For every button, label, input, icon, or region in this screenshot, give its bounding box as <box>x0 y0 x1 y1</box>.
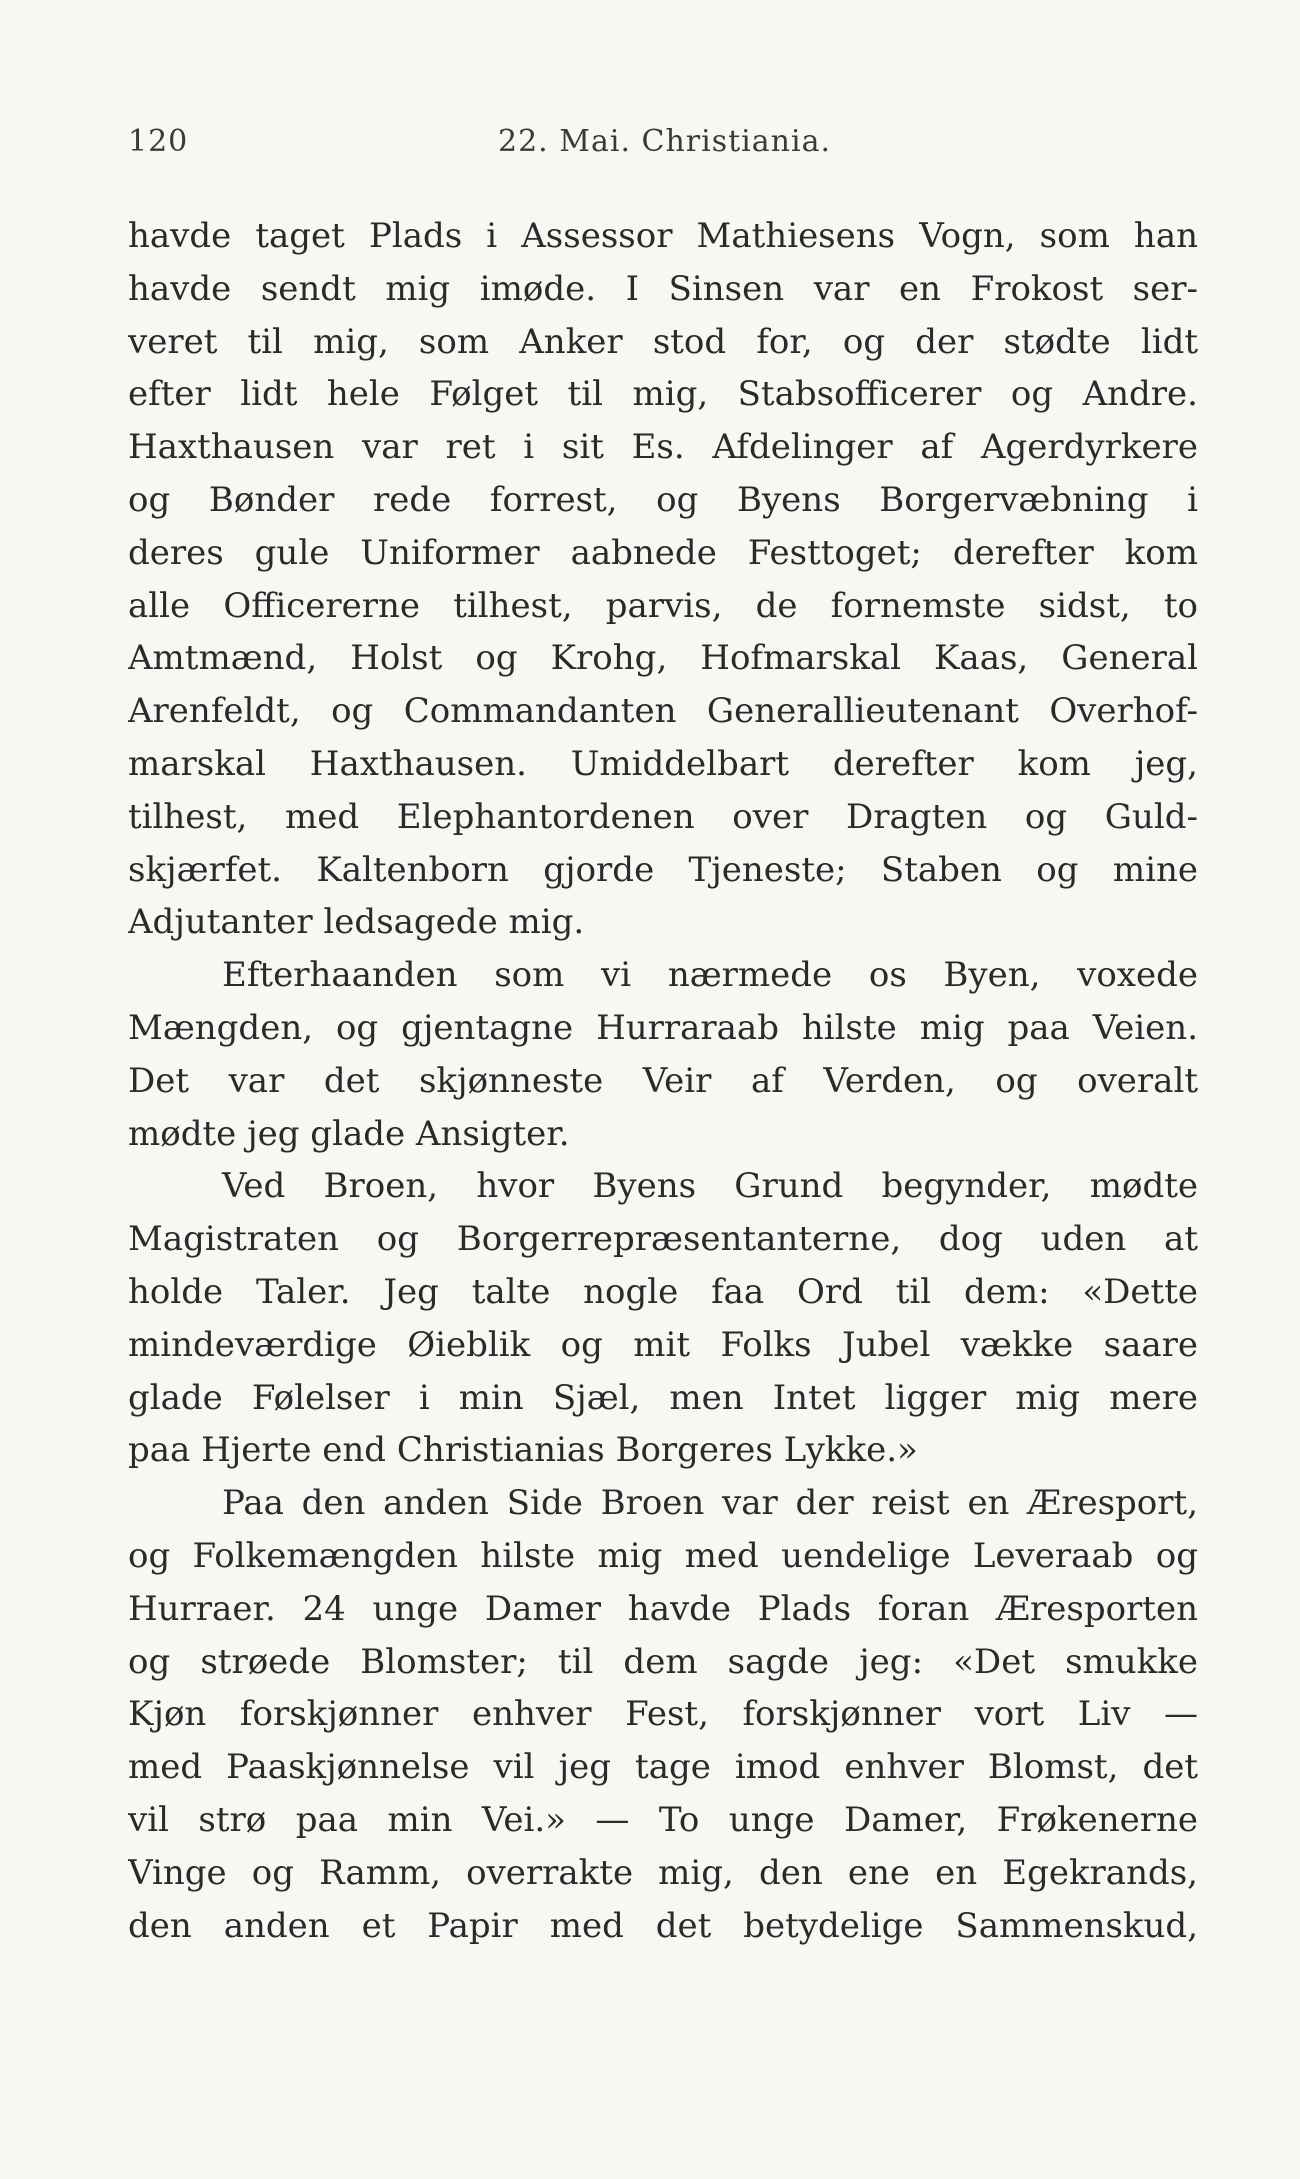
text-line: glade Følelser i min Sjæl, men Intet ligger mig mere <box>128 1377 1198 1418</box>
text-line: holde Taler. Jeg talte nogle faa Ord til dem: «Dette <box>128 1271 1198 1312</box>
text-line: med Paaskjønnelse vil jeg tage imod enhver Blomst, det <box>128 1747 1198 1788</box>
page-number: 120 <box>128 124 189 159</box>
running-title: 22. Mai. Christiania. <box>498 124 831 159</box>
paragraph-2 <box>128 949 1198 1160</box>
text-line: Adjutanter ledsagede mig. <box>128 902 585 943</box>
text-line: vil strø paa min Vei.» — To unge Damer, Frøkenerne <box>128 1799 1198 1840</box>
text-line: tilhest, med Elephantordenen over Dragten og Guld- <box>128 796 1198 837</box>
text-line: havde sendt mig imøde. I Sinsen var en Frokost ser- <box>128 268 1198 309</box>
text-line: Mængden, og gjentagne Hurraraab hilste mig paa Veien. <box>128 1007 1198 1048</box>
text-line: efter lidt hele Følget til mig, Stabsofficerer og Andre. <box>128 374 1198 415</box>
text-line: Haxthausen var ret i sit Es. Afdelinger af Agerdyrkere <box>128 427 1198 468</box>
text-line: Det var det skjønneste Veir af Verden, og overalt <box>128 1060 1198 1101</box>
body-text <box>128 210 1198 1952</box>
text-line: Paa den anden Side Broen var der reist en Æresport, <box>222 1483 1198 1524</box>
text-line: Kjøn forskjønner enhver Fest, forskjønner vort Liv — <box>128 1694 1198 1735</box>
text-line: Vinge og Ramm, overrakte mig, den ene en Egekrands, <box>128 1852 1198 1893</box>
text-line: mindeværdige Øieblik og mit Folks Jubel vække saare <box>128 1324 1198 1365</box>
text-line: Arenfeldt, og Commandanten Generallieutenant Overhof- <box>128 691 1198 732</box>
text-line: Efterhaanden som vi nærmede os Byen, voxede <box>222 955 1198 996</box>
running-head <box>128 124 1198 168</box>
text-line: Amtmænd, Holst og Krohg, Hofmarskal Kaas, General <box>128 638 1198 679</box>
text-line: skjærfet. Kaltenborn gjorde Tjeneste; Staben og mine <box>128 849 1198 890</box>
text-line: og strøede Blomster; til dem sagde jeg: «Det smukke <box>128 1641 1198 1682</box>
text-line: Hurraer. 24 unge Damer havde Plads foran Æresporten <box>128 1588 1198 1629</box>
text-line: deres gule Uniformer aabnede Festtoget; derefter kom <box>128 532 1198 573</box>
text-line: marskal Haxthausen. Umiddelbart derefter kom jeg, <box>128 743 1198 784</box>
text-line: Magistraten og Borgerrepræsentanterne, dog uden at <box>128 1219 1198 1260</box>
text-line: og Bønder rede forrest, og Byens Borgervæbning i <box>128 479 1198 520</box>
paragraph-1 <box>128 210 1198 949</box>
paragraph-3 <box>128 1160 1198 1477</box>
text-line: paa Hjerte end Christianias Borgeres Lykke.» <box>128 1430 918 1471</box>
paragraph-4 <box>128 1477 1198 1952</box>
text-line: mødte jeg glade Ansigter. <box>128 1113 570 1154</box>
text-line: veret til mig, som Anker stod for, og der stødte lidt <box>128 321 1198 362</box>
text-line: den anden et Papir med det betydelige Sammenskud, <box>128 1905 1198 1946</box>
text-line: havde taget Plads i Assessor Mathiesens Vogn, som han <box>128 216 1198 256</box>
text-line: alle Officererne tilhest, parvis, de fornemste sidst, to <box>128 585 1198 626</box>
text-line: og Folkemængden hilste mig med uendelige Leveraab og <box>128 1535 1198 1576</box>
text-line: Ved Broen, hvor Byens Grund begynder, mødte <box>222 1166 1198 1207</box>
